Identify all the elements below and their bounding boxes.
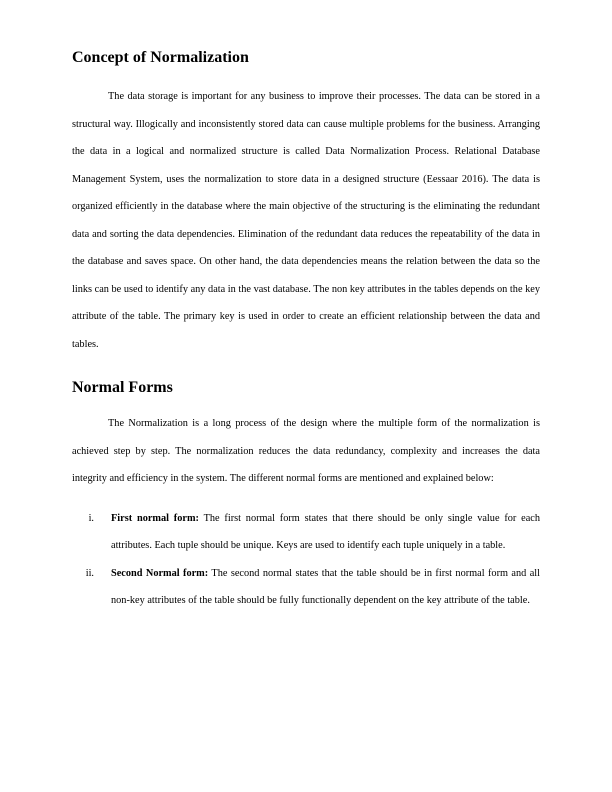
list-item-number: i. [88,512,94,524]
list-item-term: Second Normal form: [111,567,209,579]
list-item-text: The second normal states that the table should be in first normal form and all non-key attributes of the table should be fully functionally dependent on the key attribute of the table. [111,567,541,606]
list-item [72,560,540,615]
section-paragraph-concept: The data storage is important for any business to improve their processes. The data can be stored in a structural way. Illogically and inconsistently stored data can cause multiple problems for the business. Arranging the data in a logical and normalized structure is called Data Normalization Process. Relational Database Management System, uses the normalization to store data in a designed structure (Eessaar 2016). The data is organized efficiently in the database where the main objective of the structuring is the eliminating the redundant data and sorting the data dependencies. Elimination of the redundant data reduces the repeatability of the data in the database and saves space. On other hand, the data dependencies means the relation between the data so the links can be used to identify any data in the vast database. The non key attributes in the tables depends on the key attribute of the table. The primary key is used in order to create an efficient relationship between the data and tables. [72,91,540,350]
section-paragraph-normal-forms: The Normalization is a long process of the design where the multiple form of the normalization is achieved step by step. The normalization reduces the data redundancy, complexity and increases the data integrity and efficiency in the system. The different normal forms are mentioned and explained below: [72,418,540,484]
list-item-number: ii. [85,567,94,579]
section-heading-normal-forms: Normal Forms [72,379,173,396]
section-heading-concept: Concept of Normalization [72,49,249,66]
list-item [72,505,540,560]
list-item-term: First normal form: [111,512,199,524]
list-item-text: The first normal form states that there should be only single value for each attributes. Each tuple should be unique. Keys are used to identify each tuple uniquely in a table. [111,512,540,551]
normal-forms-list [72,505,540,615]
